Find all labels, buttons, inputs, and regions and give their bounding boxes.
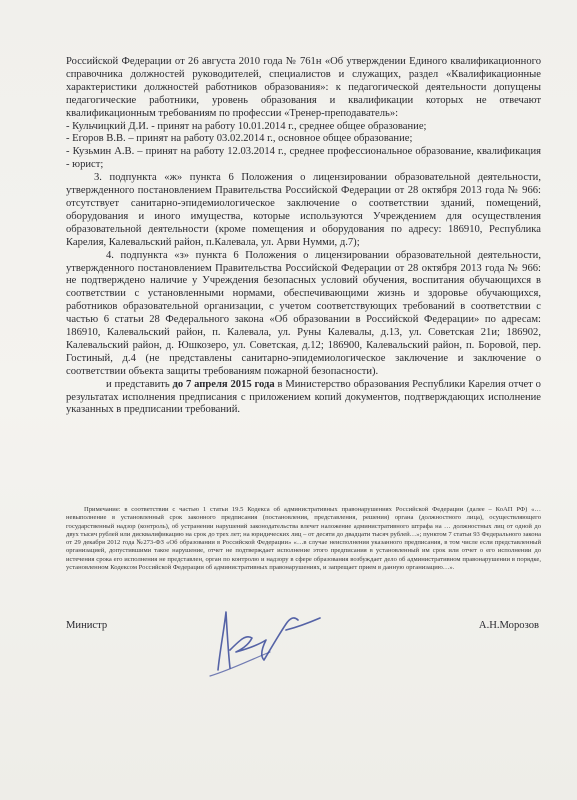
list-item-kuzmin: - Кузьмин А.В. – принят на работу 12.03.2014 г., среднее профессиональное образование, квалификация - юрист; (66, 146, 541, 171)
signatory-name: А.Н.Морозов (478, 620, 539, 631)
paragraph-intro: Российской Федерации от 26 августа 2010 года № 761н «Об утверждении Единого квалификационного справочника должностей руководителей, специалистов и служащих, раздел «Квалификационные характеристики должностей работников образования»: к педагогической деятельности допущены педагогические работники, уровень образования и квалификации которых не отвечают квалификационным требованиям по профессии «Тренер-преподаватель»: (66, 56, 541, 119)
paragraph-deadline (66, 379, 541, 418)
deadline-date: до 7 апреля 2015 года (172, 378, 275, 390)
footnote-text: Примечание: в соответствии с частью 1 статьи 19.5 Кодекса об административных правонарушениях Российской Федерации (далее – КоАП РФ) «…невыполнение в установленный срок законного предписания (постановления, представления, решения) органа (должностного лица), осуществляющего государственный надзор (контроль), об устранении нарушений законодательства влечет наложение административного штрафа на … должностных лиц от одной до двух тысяч рублей или дисквалификацию на срок до трех лет; на юридических лиц – от десяти до двадцати тысяч рублей…»; пунктом 7 статьи 93 Федерального закона от 29 декабря 2012 года №273-ФЗ «Об образовании в Российской Федерации» «…в случае неисполнения указанного предписания, в том числе если представленный организацией, допустившими такое нарушение, отчет не подтверждает исполнение этого предписания в установленный им срок или отчет о его исполнении до истечения срока его исполнения не представлен, орган по контролю и надзору в сфере образования возбуждает дело об административном правонарушении в порядке, установленном Кодексом Российской Федерации об административных правонарушениях, и запрещает прием в данную организацию…». (66, 506, 541, 572)
deadline-pre: и представить (106, 378, 173, 390)
signatory-position: Министр (66, 620, 108, 631)
list-item-egorov: - Егоров В.В. – принят на работу 03.02.2014 г., основное общее образование; (66, 133, 413, 145)
deadline-post: в Министерство образования Республики Карелия отчет о результатах исполнения предписания с приложением копий документов, подтверждающих исполнение указанных в предписании требований. (66, 378, 541, 416)
document-body (66, 56, 541, 417)
paragraph-item-4: 4. подпункта «з» пункта 6 Положения о лицензировании образовательной деятельности, утвержденного постановлением Правительства Российской Федерации от 28 октября 2013 года № 966: не подтверждено наличие у Учреждения безопасных условий обучения, воспитания обучающихся в соответствии с установленными нормами, обеспечивающими жизнь и здоровье обучающихся, работников образовательной организации, с учетом соответствующих требований в соответствии с частью 6 статьи 28 Федерального закона «Об образовании в Российской Федерации» по адресам: 186910, Калевальский район, п. Калевала, ул. Руны Калевалы, д.13, ул. Советская 21и; 186902, Калевальский район, д. Юшкозеро, ул. Советская, д.12; 186900, Калевальский район, п. Боровой, пер. Гостиный, д.4 (не представлены санитарно-эпидемиологическое заключение и заключение о соответствии объекта защиты требованиям пожарной безопасности). (66, 249, 541, 377)
handwritten-signature (190, 590, 330, 680)
footnote (66, 506, 541, 572)
paragraph-item-3: 3. подпункта «ж» пункта 6 Положения о лицензировании образовательной деятельности, утвержденного постановлением Правительства Российской Федерации от 28 октября 2013 года № 966: отсутствует санитарно-эпидемиологическое заключение о соответствии зданий, помещений, оборудования и иного имущества, которые используются Учреждением для осуществления образовательной деятельности (кроме помещения и оборудования по адресу: 186910, Республика Карелия, Калевальский район, п.Калевала, ул. Арви Нумми, д.7); (66, 172, 541, 248)
list-item-kulchitsky: - Кульчицкий Д.И. - принят на работу 10.01.2014 г., среднее общее образование; (66, 120, 427, 132)
